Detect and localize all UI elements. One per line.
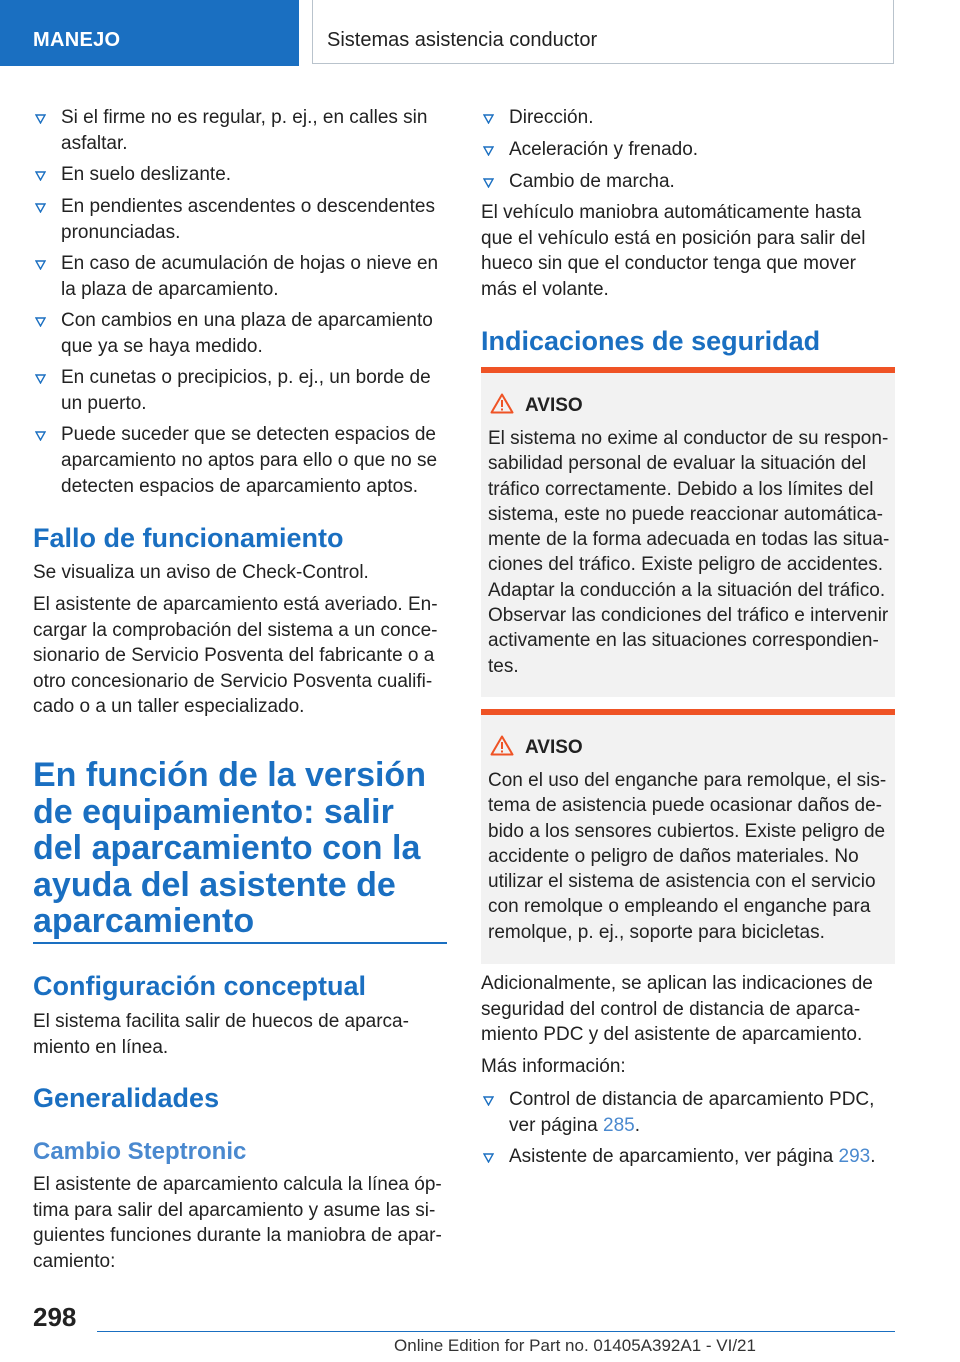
footer — [0, 1336, 960, 1356]
page-link-285[interactable]: 285 — [603, 1115, 635, 1136]
list-item: Control de distancia de aparcamiento PDC, ver página 285. — [481, 1087, 895, 1139]
bullet-triangle-icon — [33, 308, 47, 334]
header-chapter-label: Sistemas asistencia conductor — [327, 29, 598, 51]
bullet-triangle-icon — [481, 169, 495, 195]
paragraph: Más información: — [481, 1056, 626, 1077]
warning-triangle-icon — [490, 393, 514, 419]
footer-rule — [97, 1331, 895, 1332]
warning-triangle-icon — [490, 735, 514, 761]
warning-label: AVISO — [525, 395, 583, 416]
bullet-triangle-icon — [481, 1087, 495, 1113]
warning-label: AVISO — [525, 737, 583, 758]
footer-edition: Online Edition for Part no. 01405A392A1 - VI/21 — [394, 1336, 756, 1355]
bullet-triangle-icon — [33, 105, 47, 131]
header-section-tab — [0, 0, 299, 66]
page-link-293[interactable]: 293 — [838, 1146, 871, 1167]
list-item: Asistente de aparcamiento, ver página 293. — [481, 1144, 895, 1170]
section-heading-generalidades: Generalidades — [33, 1083, 220, 1113]
bullet-triangle-icon — [33, 162, 47, 188]
bullet-triangle-icon — [33, 251, 47, 277]
list-item: Aceleración y frenado. — [481, 137, 895, 163]
bullet-triangle-icon — [481, 137, 495, 163]
bullet-triangle-icon — [33, 422, 47, 448]
list-item: En cunetas o precipicios, p. ej., un borde de un puerto. — [33, 365, 447, 417]
list-item: Si el firme no es regular, p. ej., en calles sin asfaltar. — [33, 105, 447, 157]
list-item: Dirección. — [481, 105, 895, 131]
paragraph: Se visualiza un aviso de Check-Control. — [33, 562, 369, 583]
list-item: En caso de acumulación de hojas o nieve en la plaza de aparcamiento. — [33, 251, 447, 303]
paragraph: El asistente de aparcamiento calcula la línea óptima para salir del aparcamiento y asume las siguientes funciones durante la maniobra de aparcamiento: — [33, 1174, 442, 1272]
page-number: 298 — [33, 1302, 77, 1332]
list-item: En suelo deslizante. — [33, 162, 447, 188]
list-item: Cambio de marcha. — [481, 169, 895, 195]
paragraph: El vehículo maniobra automáticamente hasta que el vehículo está en posición para salir del hueco sin que el conductor tenga que mover más el volante. — [481, 202, 866, 300]
warning-box — [481, 367, 895, 697]
paragraph: El sistema facilita salir de huecos de aparcamiento en línea. — [33, 1011, 409, 1058]
list-item: En pendientes ascendentes o descendentes pronunciadas. — [33, 194, 447, 246]
subsection-heading-steptronic: Cambio Steptronic — [33, 1138, 247, 1165]
bullet-triangle-icon — [33, 194, 47, 220]
list-item: Con cambios en una plaza de aparcamiento que ya se haya medido. — [33, 308, 447, 360]
paragraph: El asistente de aparcamiento está averiado. Encargar la comprobación del sistema a un concesionario de Servicio Posventa del fabricante o a otro concesionario de Servicio Posventa cualificado o a un taller especializado. — [33, 594, 438, 717]
bullet-triangle-icon — [481, 1144, 495, 1170]
warning-text: El sistema no exime al conductor de su responsabilidad personal de evaluar la situación del tráfico correctamente. Debido a los límites del sistema, este no puede reaccionar automáticamente de la forma adecuada en todas las situaciones del tráfico. Existe peligro de accidentes. Adaptar la conducción a la situación del tráfico. Observar las condiciones del tráfico e intervenir activamente en las situaciones correspondientes. — [488, 428, 890, 677]
bullet-triangle-icon — [33, 365, 47, 391]
header-section-label: MANEJO — [33, 29, 121, 51]
chapter-title: En función de la versión de equipamiento: salir del aparcamiento con la ayuda del asistente de aparcamiento — [33, 756, 426, 940]
list-item: Puede suceder que se detecten espacios de aparcamiento no aptos para ello o que no se detecten espacios de aparcamiento aptos. — [33, 422, 447, 500]
header-chapter-box — [312, 0, 894, 64]
paragraph: Adicionalmente, se aplican las indicaciones de seguridad del control de distancia de aparcamiento PDC y del asistente de aparcamiento. — [481, 973, 873, 1045]
bullet-triangle-icon — [481, 105, 495, 131]
chapter-title-rule — [33, 942, 447, 944]
section-heading-fallo: Fallo de funcionamiento — [33, 523, 344, 553]
section-heading-config: Configuración conceptual — [33, 971, 367, 1001]
warning-text: Con el uso del enganche para remolque, el sistema de asistencia puede ocasionar daños debido a los sensores cubiertos. Existe peligro de accidente o peligro de daños materiales. No utilizar el sistema de asistencia con el servicio con remolque o empleando el enganche para remolque, p. ej., soporte para bicicletas. — [488, 770, 887, 943]
section-heading-seguridad: Indicaciones de seguridad — [481, 326, 821, 356]
warning-box — [481, 709, 895, 964]
